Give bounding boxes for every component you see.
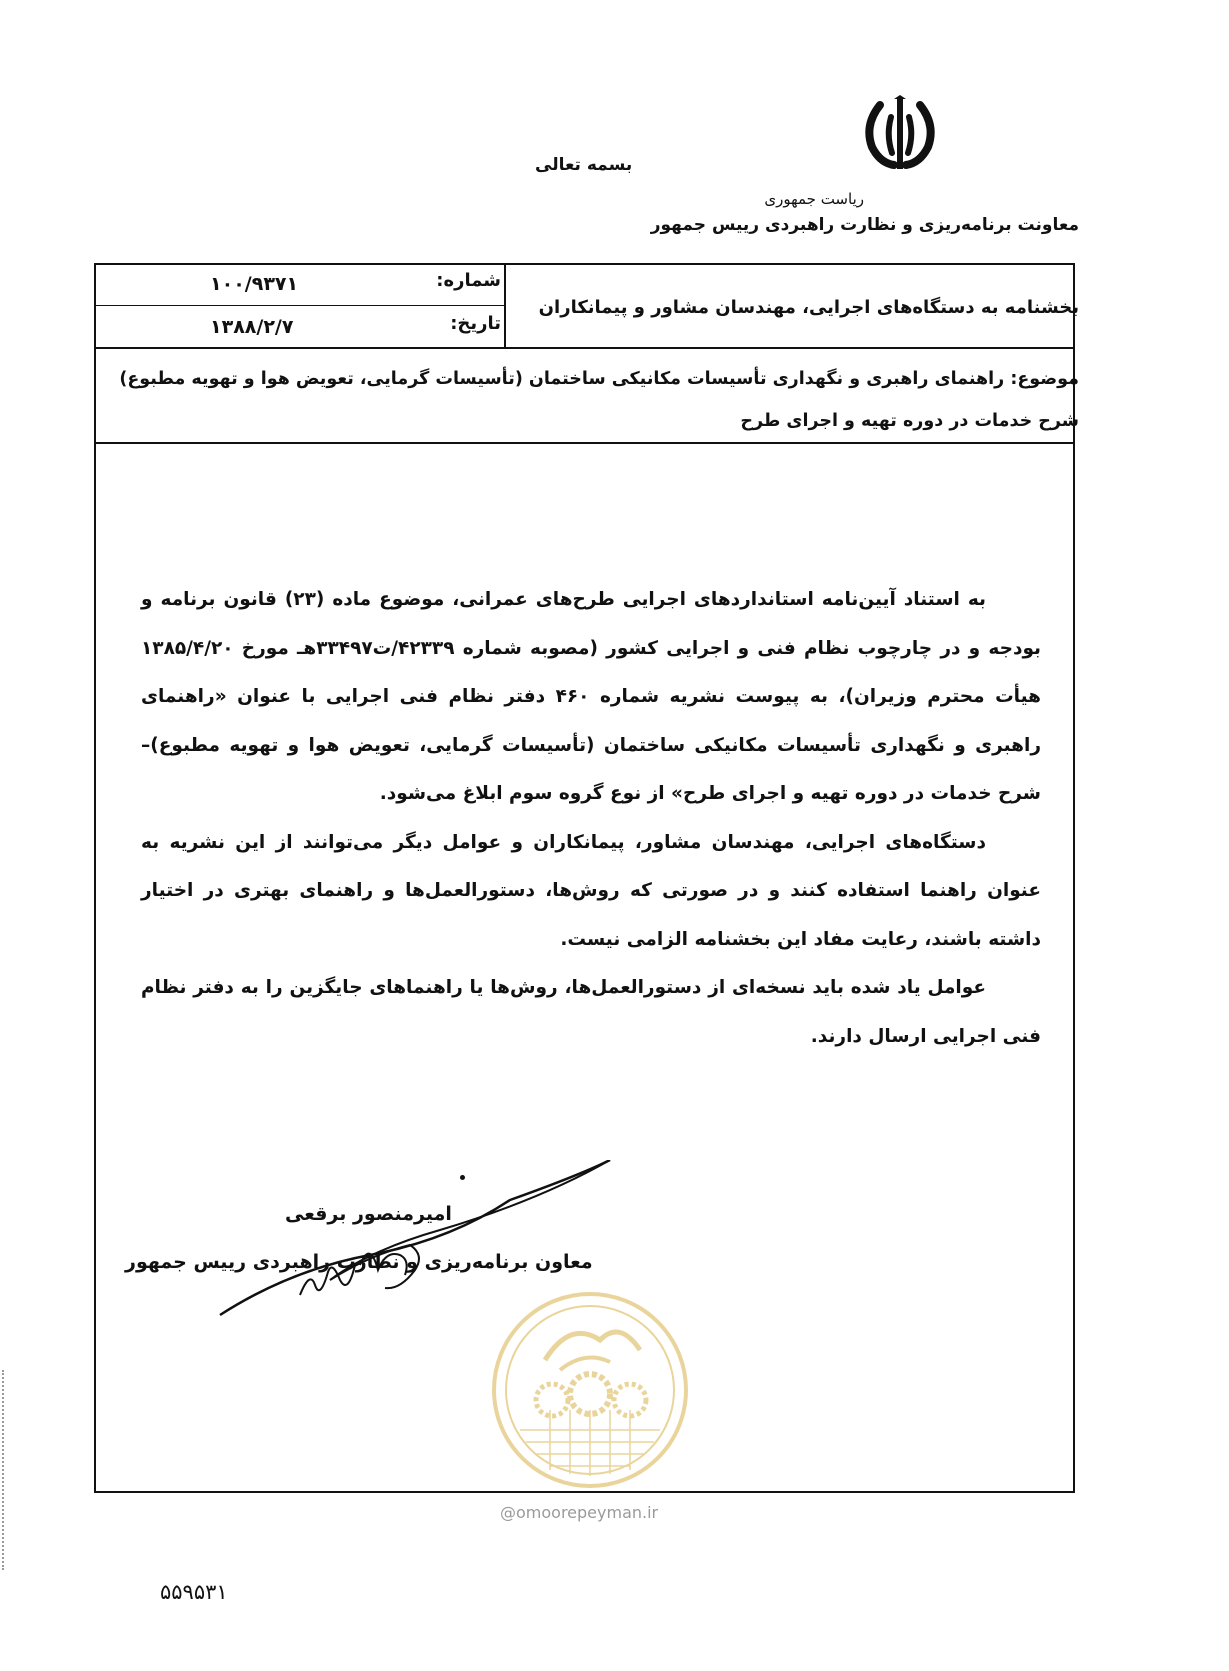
invocation-text: بسمه تعالی (535, 155, 633, 175)
meta-divider (94, 305, 506, 306)
org-line-deputy: معاونت برنامه‌ریزی و نظارت راهبردی رییس جمهور (650, 215, 1079, 235)
org-line-presidency: ریاست جمهوری (764, 190, 864, 208)
body-paragraph-1 (141, 576, 1041, 819)
signatory-name: امیرمنصور برقعی (285, 1203, 452, 1225)
subject-line-1: موضوع: راهنمای راهبری و نگهداری تأسیسات مکانیکی ساختمان (تأسیسات گرمایی، تعویض هوا و تهویه مطبوع) (119, 369, 1079, 389)
subject (119, 358, 1079, 442)
number-label: شماره: (436, 270, 501, 291)
signatory-title: معاون برنامه‌ریزی و نظارت راهبردی رییس جمهور (125, 1251, 593, 1273)
addressee: بخشنامه به دستگاه‌های اجرایی، مهندسان مشاور و پیمانکاران (538, 297, 1079, 318)
date-label: تاریخ: (450, 313, 501, 334)
body-paragraph-2: دستگاه‌های اجرایی، مهندسان مشاور، پیمانکاران و عوامل دیگر می‌توانند از این نشریه به عنوان راهنما استفاده کنند و در صورتی که روش‌ها، دستورالعمل‌ها و راهنمای بهتری در اختیار داشته باشند، رعایت مفاد این بخشنامه الزامی نیست. (141, 831, 1041, 950)
scan-edge-marks (2, 1370, 6, 1570)
body-paragraph-1-end: » از نوع گروه سوم ابلاغ می‌شود. (379, 783, 683, 804)
publication-title: راهنمای راهبری و نگهداری تأسیسات مکانیکی ساختمان (تأسیسات گرمایی، تعویض هوا و تهویه مطبوع)– شرح خدمات در دوره تهیه و اجرای طرح (141, 686, 1041, 804)
number-value: ۱۰۰/۹۳۷۱ (210, 273, 299, 295)
body-paragraph-1-intro: به استناد آیین‌نامه استانداردهای اجرایی طرح‌های عمرانی، موضوع ماده (۲۳) قانون برنامه و بودجه و در چارچوب نظام فنی و اجرایی کشور (مصوبه شماره ۴۲۳۳۹/ت۳۳۴۹۷هـ مورخ ۱۳۸۵/۴/۲۰ هیأت محترم وزیران)، به پیوست نشریه شماره ۴۶۰ دفتر نظام فنی اجرایی با عنوان « (141, 589, 1041, 707)
subject-line-2: شرح خدمات در دوره تهیه و اجرای طرح (740, 411, 1079, 431)
letter-body (141, 576, 1041, 1061)
omoor-peyman-seal (490, 1290, 690, 1490)
body-paragraph-3: عوامل یاد شده باید نسخه‌ای از دستورالعمل‌ها، روش‌ها یا راهنماهای جایگزین را به دفتر نظام فنی اجرایی ارسال دارند. (141, 977, 1041, 1047)
document-serial-number: ۵۵۹۵۳۱ (160, 1580, 228, 1604)
date-value: ۱۳۸۸/۲/۷ (210, 316, 294, 338)
watermark-handle: @omoorepeyman.ir (500, 1503, 659, 1522)
iran-emblem-icon (860, 95, 940, 177)
